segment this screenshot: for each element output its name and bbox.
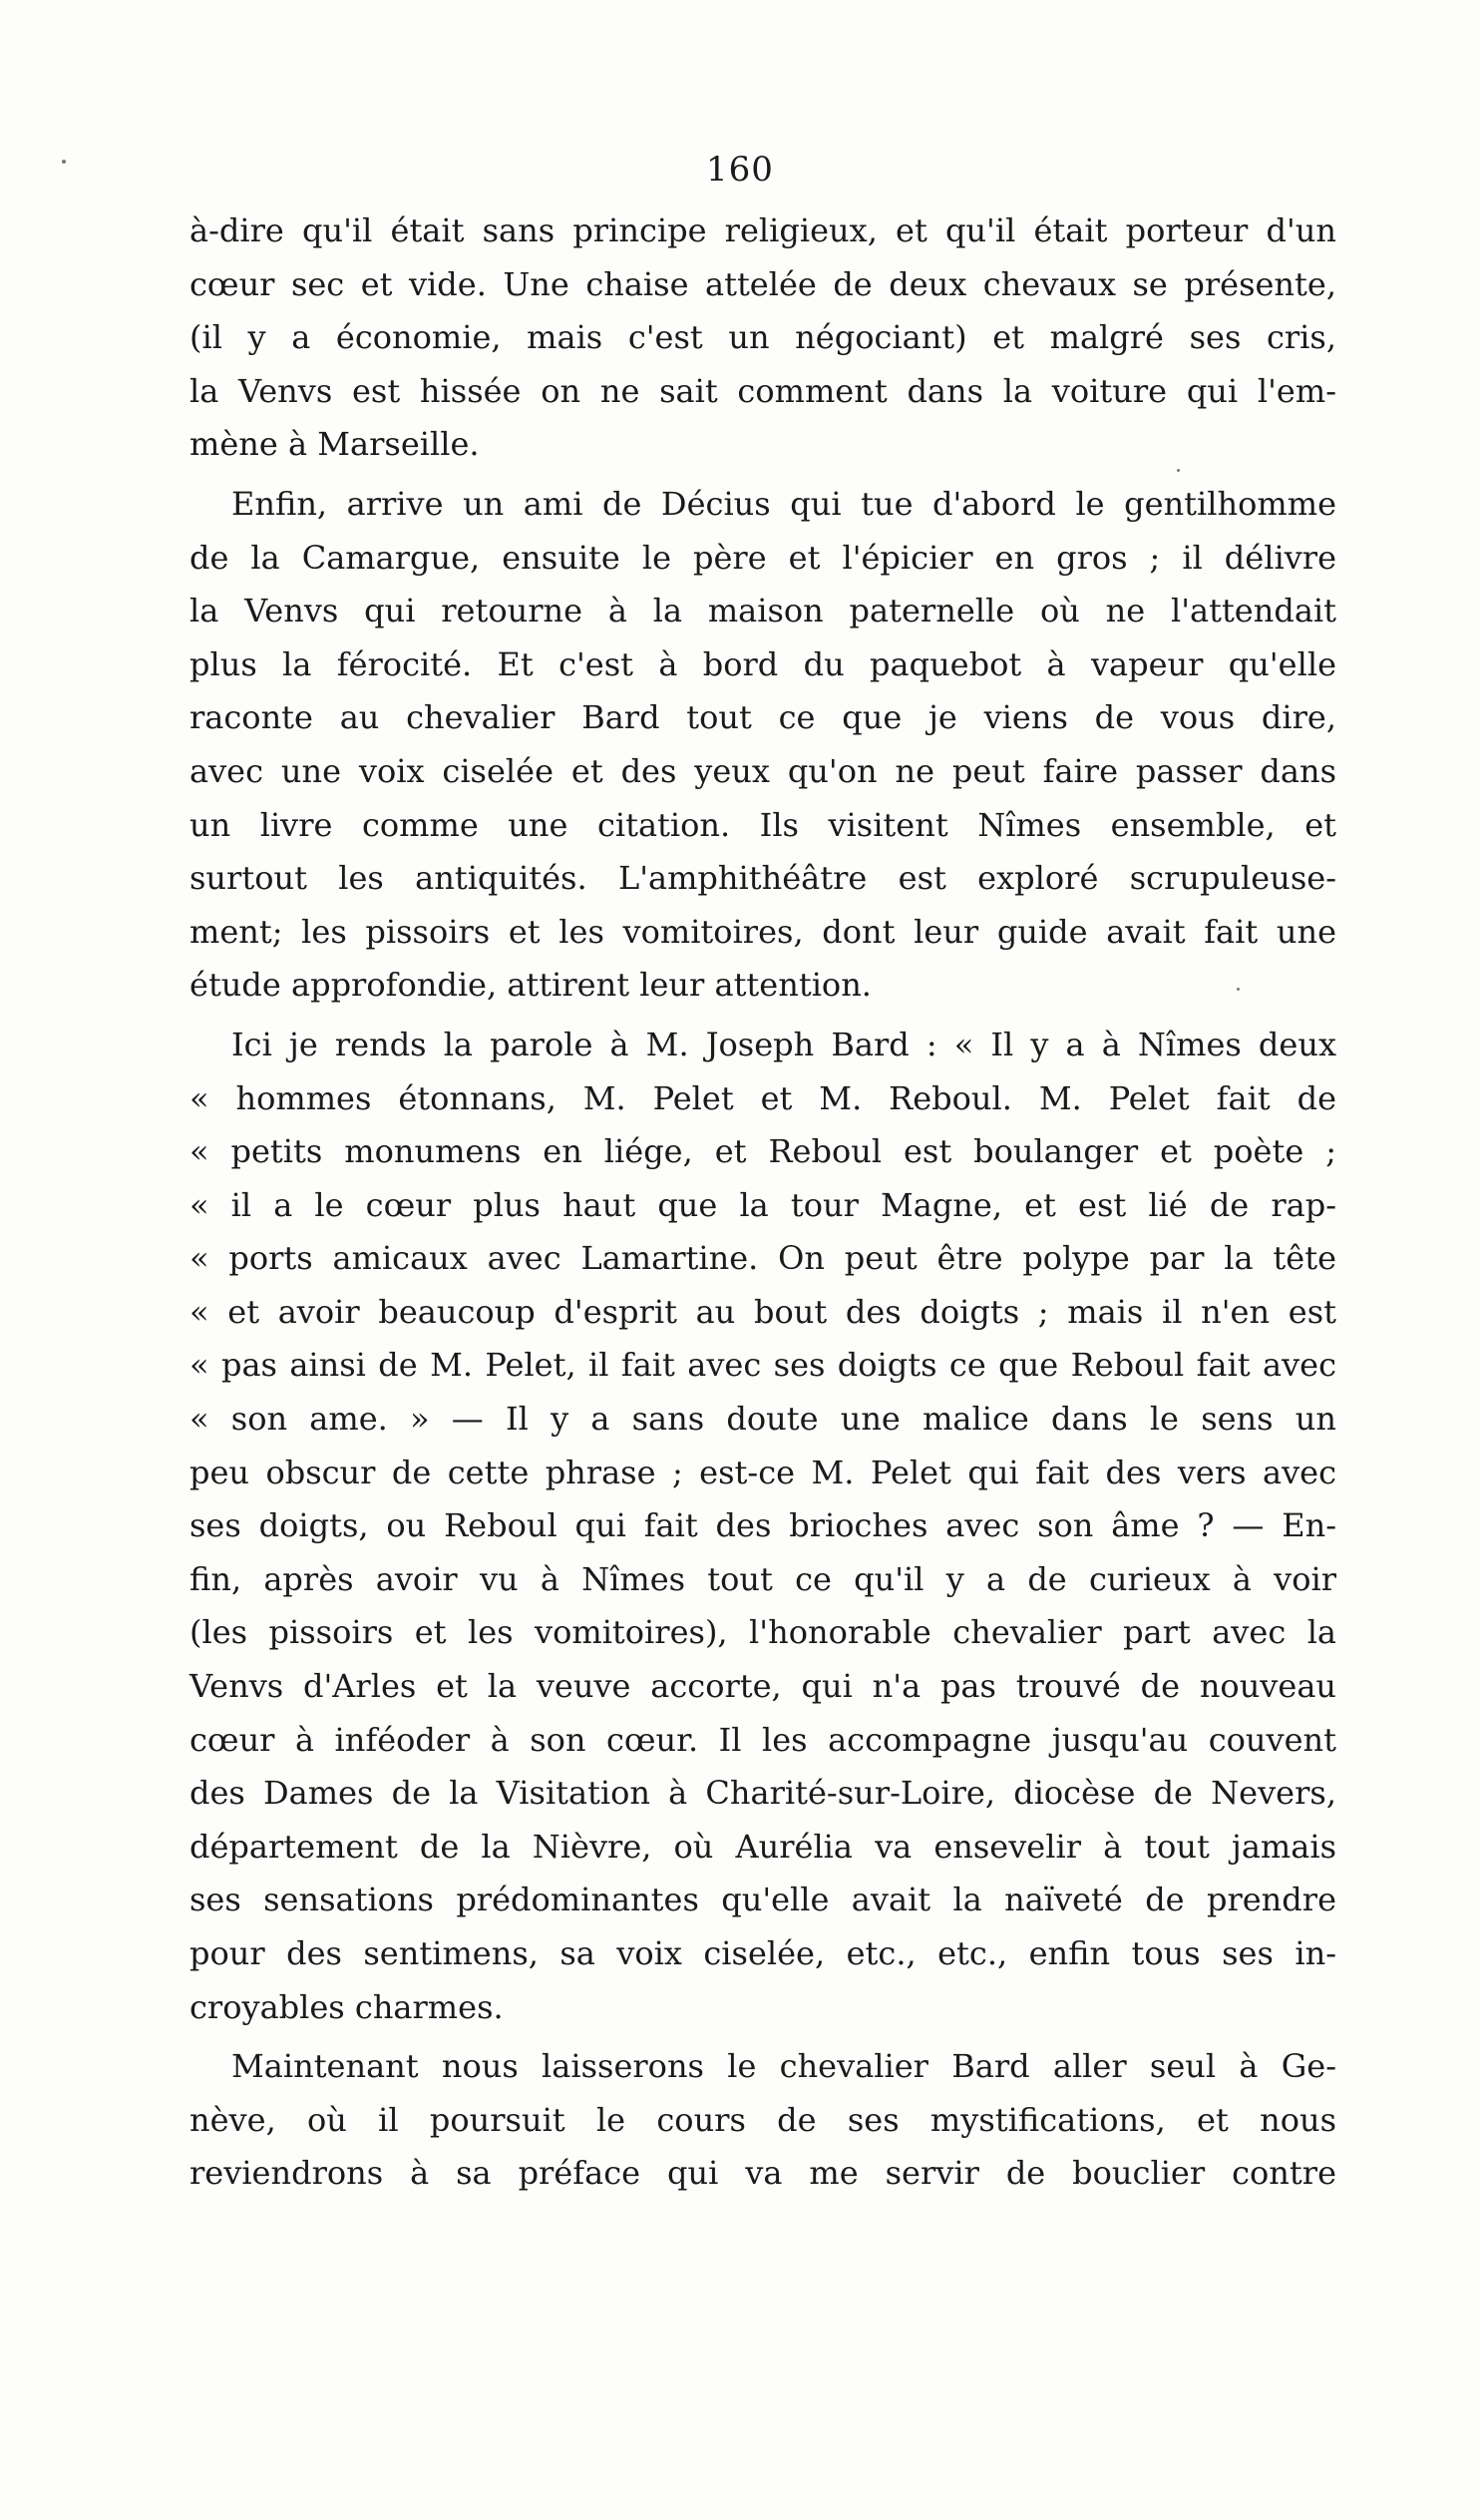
- text-line: des Dames de la Visitation à Charité-sur-Loire, diocèse de Nevers,: [189, 1774, 1336, 1813]
- paragraph: [189, 1019, 1336, 2034]
- text-line: raconte au chevalier Bard tout ce que je viens de vous dire,: [189, 698, 1336, 737]
- text-line: Maintenant nous laisserons le chevalier Bard aller seul à Ge-: [231, 2047, 1336, 2086]
- text-line: « pas ainsi de M. Pelet, il fait avec ses doigts ce que Reboul fait avec: [189, 1346, 1336, 1385]
- text-line: cœur à inféoder à son cœur. Il les accompagne jusqu'au couvent: [189, 1720, 1336, 1759]
- text-line: mène à Marseille.: [189, 425, 480, 464]
- text-line: avec une voix ciselée et des yeux qu'on ne peut faire passer dans: [189, 751, 1336, 790]
- text-line: croyables charmes.: [189, 1987, 504, 2026]
- page-number: 160: [706, 150, 774, 190]
- text-line: « et avoir beaucoup d'esprit au bout des doigts ; mais il n'en est: [189, 1292, 1336, 1331]
- text-line: « il a le cœur plus haut que la tour Magne, et est lié de rap-: [189, 1185, 1336, 1224]
- text-line: « petits monumens en liége, et Reboul est boulanger et poète ;: [189, 1132, 1336, 1171]
- paragraph: [189, 478, 1336, 1013]
- text-line: Enfin, arrive un ami de Décius qui tue d'abord le gentilhomme: [231, 484, 1336, 523]
- text-line: (il y a économie, mais c'est un négociant) et malgré ses cris,: [189, 318, 1336, 357]
- body-text: [189, 205, 1336, 2207]
- text-line: de la Camargue, ensuite le père et l'épicier en gros ; il délivre: [189, 538, 1336, 577]
- text-line: surtout les antiquités. L'amphithéâtre est exploré scrupuleuse-: [189, 859, 1336, 898]
- text-line: « hommes étonnans, M. Pelet et M. Reboul. M. Pelet fait de: [189, 1078, 1336, 1117]
- text-line: ment; les pissoirs et les vomitoires, dont leur guide avait fait une: [189, 912, 1336, 951]
- scan-speck: [1177, 469, 1180, 472]
- text-line: département de la Nièvre, où Aurélia va ensevelir à tout jamais: [189, 1827, 1336, 1866]
- text-line: la Venvs qui retourne à la maison paternelle où ne l'attendait: [189, 592, 1336, 630]
- text-line: la Venvs est hissée on ne sait comment dans la voiture qui l'em-: [189, 371, 1336, 410]
- text-line: reviendrons à sa préface qui va me servir de bouclier contre: [189, 2154, 1336, 2193]
- text-line: peu obscur de cette phrase ; est-ce M. Pelet qui fait des vers avec: [189, 1453, 1336, 1491]
- text-line: étude approfondie, attirent leur attention.: [189, 966, 872, 1005]
- scan-speck: [62, 160, 66, 164]
- text-line: cœur sec et vide. Une chaise attelée de deux chevaux se présente,: [189, 264, 1336, 303]
- text-line: à-dire qu'il était sans principe religieux, et qu'il était porteur d'un: [189, 211, 1336, 249]
- text-line: « son ame. » — Il y a sans doute une malice dans le sens un: [189, 1400, 1336, 1439]
- text-line: « ports amicaux avec Lamartine. On peut être polype par la tête: [189, 1239, 1336, 1278]
- text-line: fin, après avoir vu à Nîmes tout ce qu'il y a de curieux à voir: [189, 1559, 1336, 1598]
- text-line: (les pissoirs et les vomitoires), l'honorable chevalier part avec la: [189, 1613, 1336, 1652]
- text-line: Ici je rends la parole à M. Joseph Bard : « Il y a à Nîmes deux: [231, 1025, 1336, 1063]
- text-line: nève, où il poursuit le cours de ses mystifications, et nous: [189, 2100, 1336, 2139]
- text-line: un livre comme une citation. Ils visitent Nîmes ensemble, et: [189, 805, 1336, 844]
- text-line: pour des sentimens, sa voix ciselée, etc., etc., enfin tous ses in-: [189, 1934, 1336, 1972]
- text-line: ses sensations prédominantes qu'elle avait la naïveté de prendre: [189, 1881, 1336, 1919]
- paragraph: [189, 2040, 1336, 2201]
- paragraph: [189, 205, 1336, 472]
- text-line: ses doigts, ou Reboul qui fait des brioches avec son âme ? — En-: [189, 1506, 1336, 1545]
- text-line: plus la férocité. Et c'est à bord du paquebot à vapeur qu'elle: [189, 644, 1336, 683]
- text-line: Venvs d'Arles et la veuve accorte, qui n'a pas trouvé de nouveau: [189, 1667, 1336, 1706]
- scan-speck: [1237, 988, 1240, 991]
